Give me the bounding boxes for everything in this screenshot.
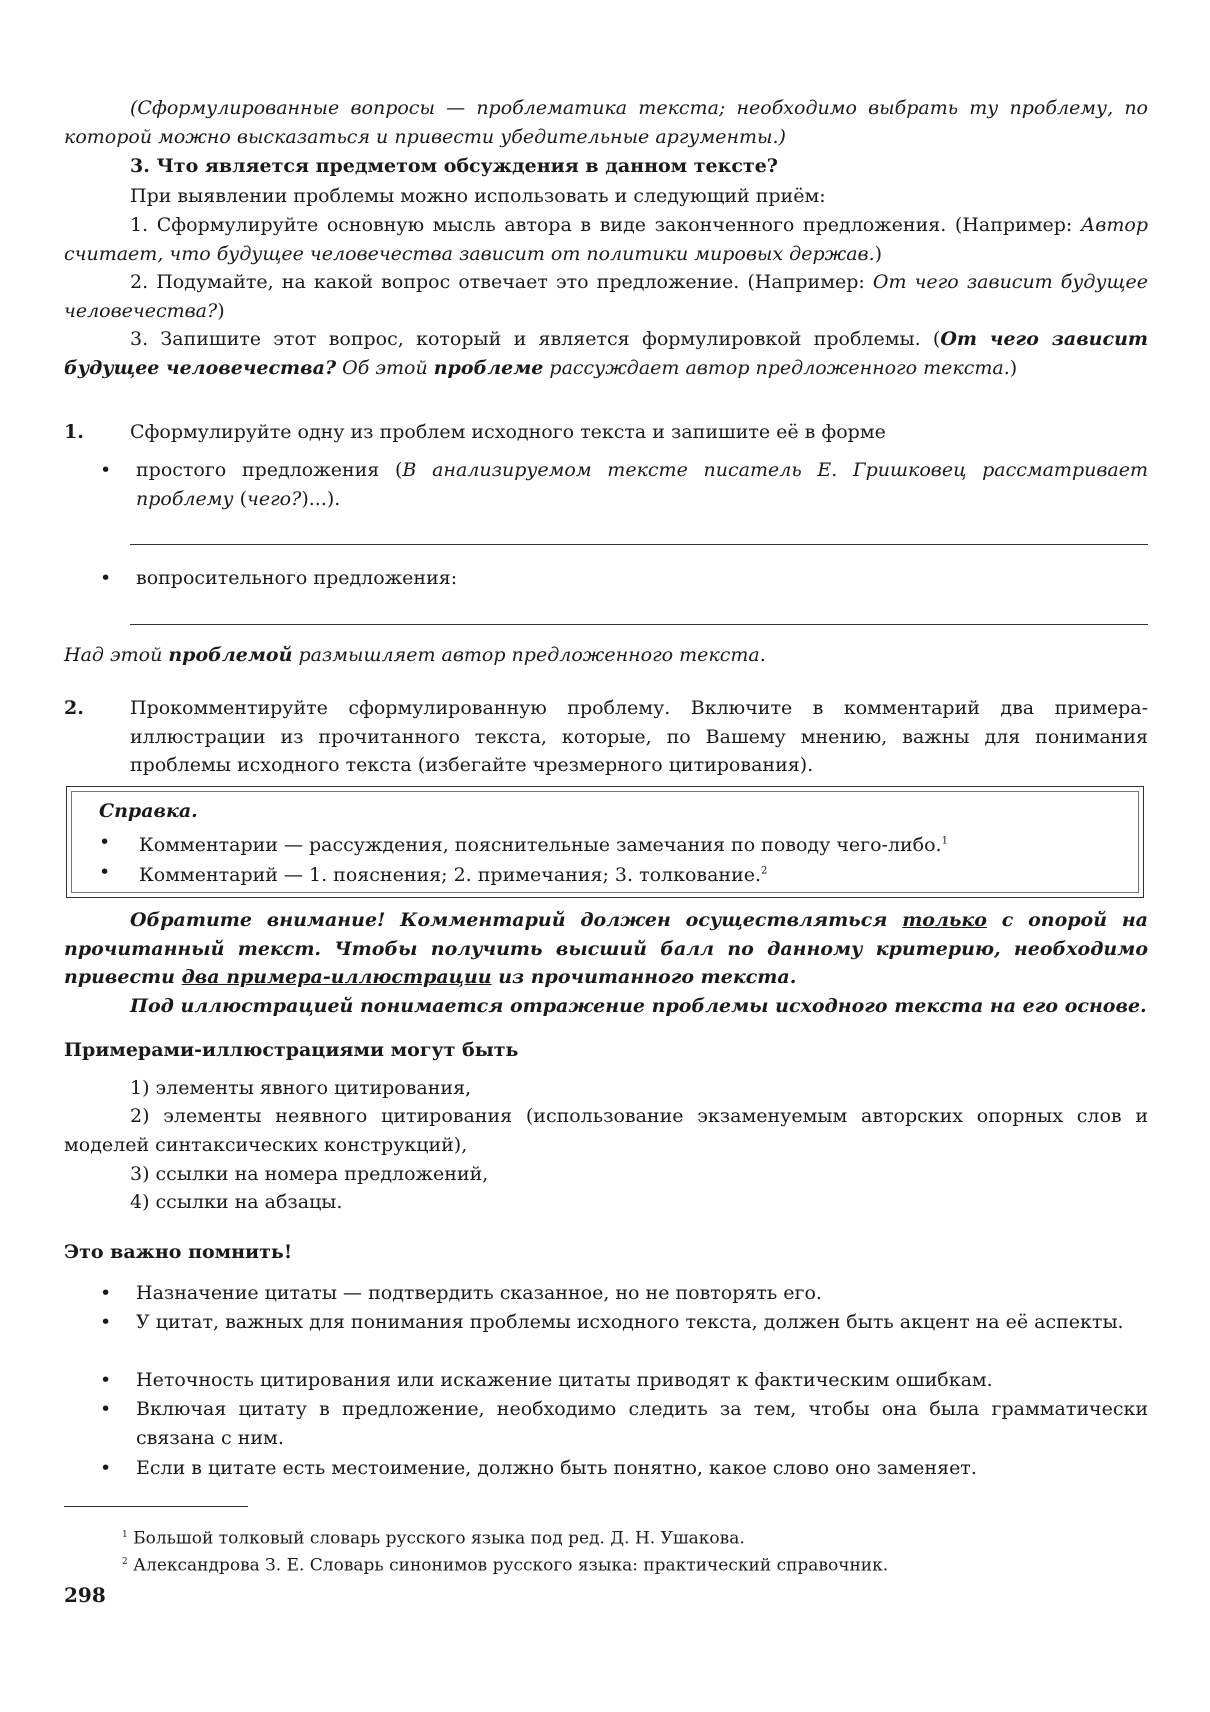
bullet-icon: • <box>100 567 112 589</box>
question-3-heading: 3. Что является предметом обсуждения в данном тексте? <box>130 155 778 177</box>
reference-title: Справка. <box>99 800 198 822</box>
step-3: 3. Запишите этот вопрос, который и является формулировкой проблемы. (От чего зависит будущее человечества? Об этой проблеме рассуждает автор предложенного текста.) <box>64 328 1148 379</box>
remember-item: • Если в цитате есть местоимение, должно быть понятно, какое слово оно заменяет. <box>100 1454 1148 1483</box>
bullet-icon: • <box>100 459 112 481</box>
task-1 <box>64 418 1148 447</box>
bullet-icon: • <box>100 1457 112 1479</box>
task-1-bullet-simple: • простого предложения (В анализируемом тексте писатель Е. Гришковец рассматривает проблему (чего?)...). <box>100 456 1148 513</box>
remember-item: • Назначение цитаты — подтвердить сказанное, но не повторять его. <box>100 1279 1148 1308</box>
task-2-text: Прокомментируйте сформулированную проблему. Включите в комментарий два примера-иллюстрации из прочитанного текста, которые, по Вашему мнению, важны для понимания проблемы исходного текста (избегайте чрезмерного цитирования). <box>130 697 1148 776</box>
bullet-icon: • <box>100 1369 112 1391</box>
example-4: 4) ссылки на абзацы. <box>130 1191 343 1213</box>
example-3: 3) ссылки на номера предложений, <box>130 1163 489 1185</box>
bullet-icon: • <box>99 861 111 883</box>
page-number: 298 <box>64 1583 106 1607</box>
task-1-bullet-question: • вопросительного предложения: <box>100 564 1148 593</box>
task-1-number: 1. <box>64 421 84 443</box>
reference-item-1: • Комментарии — рассуждения, пояснительные замечания по поводу чего-либо.$^1$ <box>99 828 1099 859</box>
bullet-icon: • <box>100 1398 112 1420</box>
footnote-1: $^1$ Большой толковый словарь русского языка под ред. Д. Н. Ушакова. <box>122 1528 745 1549</box>
example-1: 1) элементы явного цитирования, <box>130 1077 472 1099</box>
remember-item: • У цитат, важных для понимания проблемы исходного текста, должен быть акцент на её аспекты. <box>100 1308 1148 1337</box>
bullet-icon: • <box>100 1311 112 1333</box>
task-2 <box>64 694 1148 780</box>
task-1-text: Сформулируйте одну из проблем исходного текста и запишите её в форме <box>130 421 886 443</box>
remember-item: • Включая цитату в предложение, необходимо следить за тем, чтобы она была грамматически связана с ним. <box>100 1395 1148 1452</box>
technique-intro: При выявлении проблемы можно использовать и следующий приём: <box>130 185 826 207</box>
bullet-icon: • <box>100 1282 112 1304</box>
answer-line-1[interactable] <box>130 544 1148 545</box>
task-1-closing: Над этой проблемой размышляет автор предложенного текста. <box>64 644 766 666</box>
reference-item-2: • Комментарий — 1. пояснения; 2. примечания; 3. толкование.$^2$ <box>99 858 1099 889</box>
examples-heading: Примерами-иллюстрациями могут быть <box>64 1039 519 1061</box>
reference-box <box>66 786 1144 898</box>
bullet-icon: • <box>99 831 111 853</box>
footnote-divider <box>64 1506 248 1507</box>
footnote-2: $^2$ Александрова З. Е. Словарь синонимов русского языка: практический справочник. <box>122 1555 889 1576</box>
task-2-number: 2. <box>64 697 84 719</box>
remember-item: • Неточность цитирования или искажение цитаты приводят к фактическим ошибкам. <box>100 1366 1148 1395</box>
attention-note: Обратите внимание! Комментарий должен осуществляться только с опорой на прочитанный текст. Чтобы получить высший балл по данному критерию, необходимо привести два примера-иллюстрации из прочитанного текста. <box>64 909 1148 988</box>
step-1: 1. Сформулируйте основную мысль автора в виде законченного предложения. (Например: Автор считает, что будущее человечества зависит от политики мировых держав.) <box>64 214 1148 265</box>
step-2: 2. Подумайте, на какой вопрос отвечает это предложение. (Например: От чего зависит будущее человечества?) <box>64 271 1148 322</box>
remember-heading: Это важно помнить! <box>64 1241 293 1263</box>
illustration-definition: Под иллюстрацией понимается отражение проблемы исходного текста на его основе. <box>130 995 1147 1017</box>
answer-line-2[interactable] <box>130 624 1148 625</box>
intro-note: (Сформулированные вопросы — проблематика текста; необходимо выбрать ту проблему, по которой можно высказаться и привести убедительные аргументы.) <box>64 97 1148 148</box>
example-2: 2) элементы неявного цитирования (использование экзаменуемым авторских опорных слов и моделей синтаксических конструкций), <box>64 1105 1148 1156</box>
